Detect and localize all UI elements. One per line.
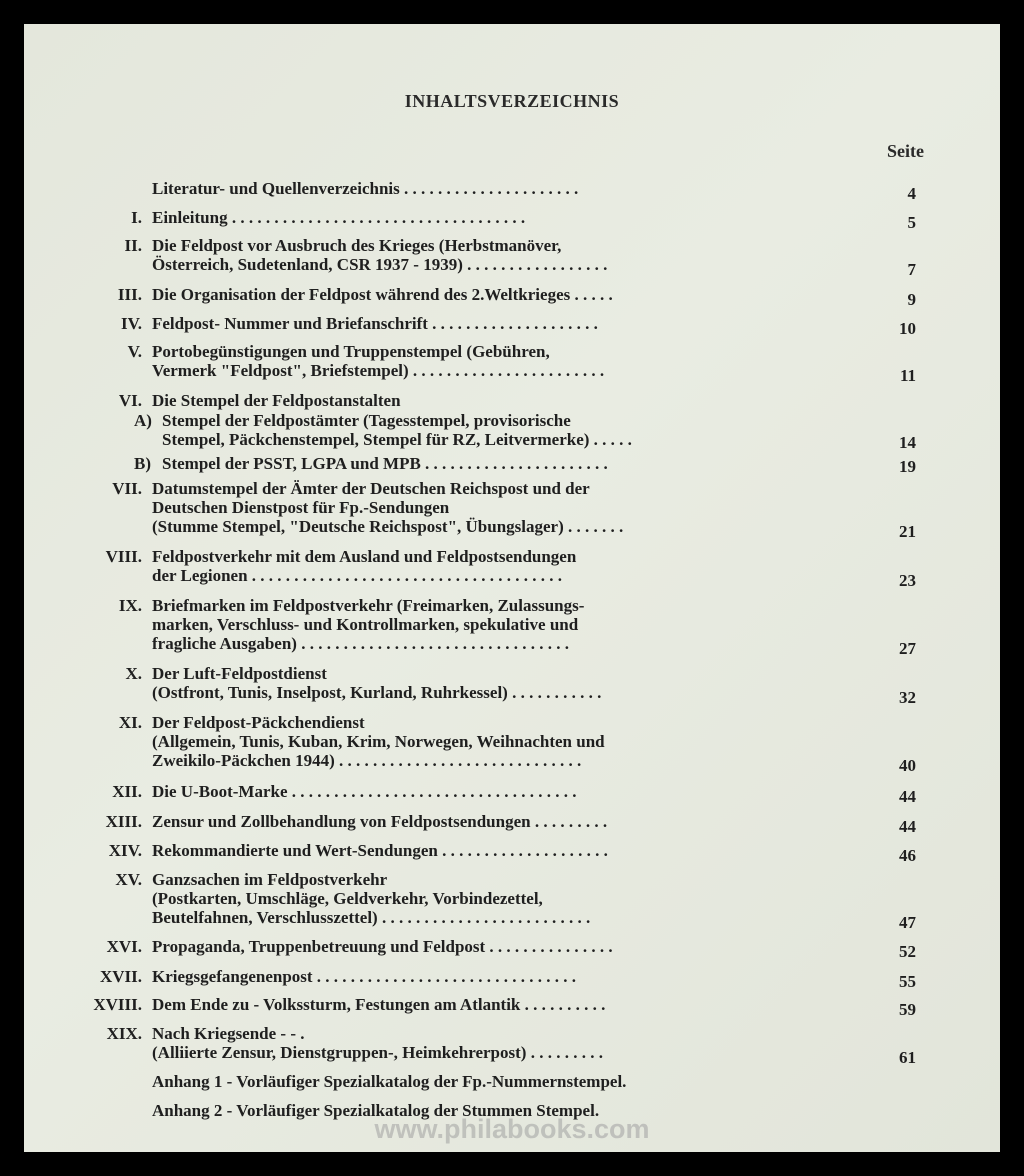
chapter-title-line: der Legionen . . . . . . . . . . . . . . . . . . . . . . . . . . . . . . . . . . . . . <box>152 566 563 585</box>
chapter-title <box>152 841 860 860</box>
subentry-label: B) <box>134 454 151 473</box>
chapter-number: XIV. <box>108 841 142 860</box>
chapter-title-line: fragliche Ausgaben) . . . . . . . . . . . . . . . . . . . . . . . . . . . . . . . . <box>152 634 569 653</box>
page-number: 44 <box>899 787 916 806</box>
chapter-title-line: Kriegsgefangenenpost . . . . . . . . . . . . . . . . . . . . . . . . . . . . . . . <box>152 967 577 986</box>
page-number: 44 <box>899 817 916 836</box>
page-number: 21 <box>899 522 916 541</box>
chapter-title <box>152 314 860 333</box>
page-number: 61 <box>899 1048 916 1067</box>
page-number: 9 <box>907 290 916 309</box>
chapter-title-line: Deutschen Dienstpost für Fp.-Sendungen <box>152 498 450 517</box>
chapter-title-line: Feldpostverkehr mit dem Ausland und Feldpostsendungen <box>152 547 577 566</box>
chapter-number: III. <box>117 285 142 304</box>
chapter-number: IX. <box>118 596 142 615</box>
page-number: 55 <box>899 972 916 991</box>
chapter-title-line: (Stumme Stempel, "Deutsche Reichspost", Übungslager) . . . . . . . <box>152 517 624 536</box>
chapter-number: XV. <box>115 870 142 889</box>
page-number: 47 <box>899 913 916 932</box>
chapter-title <box>152 547 860 585</box>
chapter-title <box>152 179 860 198</box>
chapter-title-line: Beutelfahnen, Verschlusszettel) . . . . . . . . . . . . . . . . . . . . . . . . . <box>152 908 591 927</box>
subentry-title <box>162 411 860 449</box>
page-number: 59 <box>899 1000 916 1019</box>
page-number: 40 <box>899 756 916 775</box>
chapter-title-line: Zensur und Zollbehandlung von Feldpostsendungen . . . . . . . . . <box>152 812 608 831</box>
page-number: 46 <box>899 846 916 865</box>
page-number: 23 <box>899 571 916 590</box>
chapter-title-line: Zweikilo-Päckchen 1944) . . . . . . . . . . . . . . . . . . . . . . . . . . . . . <box>152 751 582 770</box>
chapter-title-line: Österreich, Sudetenland, CSR 1937 - 1939) . . . . . . . . . . . . . . . . . <box>152 255 608 274</box>
chapter-number: XVIII. <box>93 995 142 1014</box>
page-number: 10 <box>899 319 916 338</box>
chapter-title <box>152 236 860 274</box>
document-page <box>24 24 1000 1152</box>
chapter-number: XVII. <box>99 967 142 986</box>
chapter-title-line: Ganzsachen im Feldpostverkehr <box>152 870 388 889</box>
chapter-title <box>152 596 860 653</box>
chapter-number: I. <box>131 208 142 227</box>
chapter-title <box>152 391 860 410</box>
chapter-title-line: Nach Kriegsende - - . <box>152 1024 305 1043</box>
page-number: 52 <box>899 942 916 961</box>
page-number: 19 <box>899 457 916 476</box>
chapter-number: II. <box>124 236 142 255</box>
chapter-number: XII. <box>112 782 142 801</box>
chapter-title-line: (Ostfront, Tunis, Inselpost, Kurland, Ruhrkessel) . . . . . . . . . . . <box>152 683 602 702</box>
chapter-number: XI. <box>118 713 142 732</box>
page-number: 7 <box>907 260 916 279</box>
chapter-title-line: Vermerk "Feldpost", Briefstempel) . . . . . . . . . . . . . . . . . . . . . . . <box>152 361 605 380</box>
chapter-title-line: (Allgemein, Tunis, Kuban, Krim, Norwegen, Weihnachten und <box>152 732 605 751</box>
chapter-title-line: Einleitung . . . . . . . . . . . . . . . . . . . . . . . . . . . . . . . . . . . <box>152 208 526 227</box>
chapter-title <box>152 208 860 227</box>
chapter-title <box>152 1024 860 1062</box>
page-number: 11 <box>899 366 916 385</box>
chapter-title <box>152 342 860 380</box>
chapter-title <box>152 937 860 956</box>
chapter-title-line: Portobegünstigungen und Truppenstempel (Gebühren, <box>152 342 550 361</box>
chapter-title-line: Rekommandierte und Wert-Sendungen . . . . . . . . . . . . . . . . . . . . <box>152 841 608 860</box>
chapter-number: X. <box>125 664 142 683</box>
chapter-title-line: Der Luft-Feldpostdienst <box>152 664 327 683</box>
watermark-text: www.philabooks.com <box>374 1114 650 1144</box>
chapter-title-line: Literatur- und Quellenverzeichnis . . . . . . . . . . . . . . . . . . . . . <box>152 179 579 198</box>
subentry-title-line: Stempel der Feldpostämter (Tagesstempel, provisorische <box>162 411 571 430</box>
annex-entry: Anhang 1 - Vorläufiger Spezialkatalog der Fp.-Nummernstempel. <box>152 1072 627 1091</box>
subentry-title-line: Stempel der PSST, LGPA und MPB . . . . . . . . . . . . . . . . . . . . . . <box>162 454 608 473</box>
page-number: 32 <box>899 688 916 707</box>
chapter-title <box>152 812 860 831</box>
chapter-title-line: Dem Ende zu - Volkssturm, Festungen am Atlantik . . . . . . . . . . <box>152 995 606 1014</box>
chapter-title-line: (Alliierte Zensur, Dienstgruppen-, Heimkehrerpost) . . . . . . . . . <box>152 1043 603 1062</box>
subentry-title-line: Stempel, Päckchenstempel, Stempel für RZ, Leitvermerke) . . . . . <box>162 430 632 449</box>
chapter-title-line: Propaganda, Truppenbetreuung und Feldpost . . . . . . . . . . . . . . . <box>152 937 613 956</box>
chapter-number: VIII. <box>105 547 142 566</box>
chapter-number: IV. <box>121 314 142 333</box>
page-column-header: Seite <box>887 141 924 161</box>
chapter-title <box>152 995 860 1014</box>
chapter-title <box>152 967 860 986</box>
chapter-number: XIII. <box>105 812 142 831</box>
chapter-title-line: Briefmarken im Feldpostverkehr (Freimarken, Zulassungs- <box>152 596 585 615</box>
chapter-number: V. <box>127 342 142 361</box>
annex-entry: Anhang 2 - Vorläufiger Spezialkatalog der Stummen Stempel. <box>152 1101 600 1120</box>
chapter-title-line: Die Organisation der Feldpost während des 2.Weltkrieges . . . . . <box>152 285 613 304</box>
chapter-title <box>152 664 860 702</box>
chapter-title-line: Datumstempel der Ämter der Deutschen Reichspost und der <box>152 479 590 498</box>
page-number: 14 <box>899 433 916 452</box>
page-number: 27 <box>899 639 916 658</box>
chapter-title-line: Der Feldpost-Päckchendienst <box>152 713 365 732</box>
chapter-title-line: marken, Verschluss- und Kontrollmarken, spekulative und <box>152 615 579 634</box>
page-title: INHALTSVERZEICHNIS <box>404 91 620 111</box>
page-number: 5 <box>907 213 916 232</box>
chapter-number: VI. <box>118 391 142 410</box>
chapter-title <box>152 870 860 927</box>
chapter-title <box>152 782 860 801</box>
page-number: 4 <box>907 184 916 203</box>
chapter-title <box>152 285 860 304</box>
chapter-title-line: Die Stempel der Feldpostanstalten <box>152 391 401 410</box>
chapter-number: VII. <box>112 479 142 498</box>
chapter-title <box>152 479 860 536</box>
subentry-title <box>162 454 860 473</box>
subentry-label: A) <box>134 411 152 430</box>
chapter-title <box>152 713 860 770</box>
chapter-title-line: Feldpost- Nummer und Briefanschrift . . . . . . . . . . . . . . . . . . . . <box>152 314 598 333</box>
chapter-number: XVI. <box>106 937 142 956</box>
chapter-number: XIX. <box>106 1024 142 1043</box>
chapter-title-line: Die U-Boot-Marke . . . . . . . . . . . . . . . . . . . . . . . . . . . . . . . . . . <box>152 782 577 801</box>
chapter-title-line: (Postkarten, Umschläge, Geldverkehr, Vorbindezettel, <box>152 889 543 908</box>
chapter-title-line: Die Feldpost vor Ausbruch des Krieges (Herbstmanöver, <box>152 236 562 255</box>
